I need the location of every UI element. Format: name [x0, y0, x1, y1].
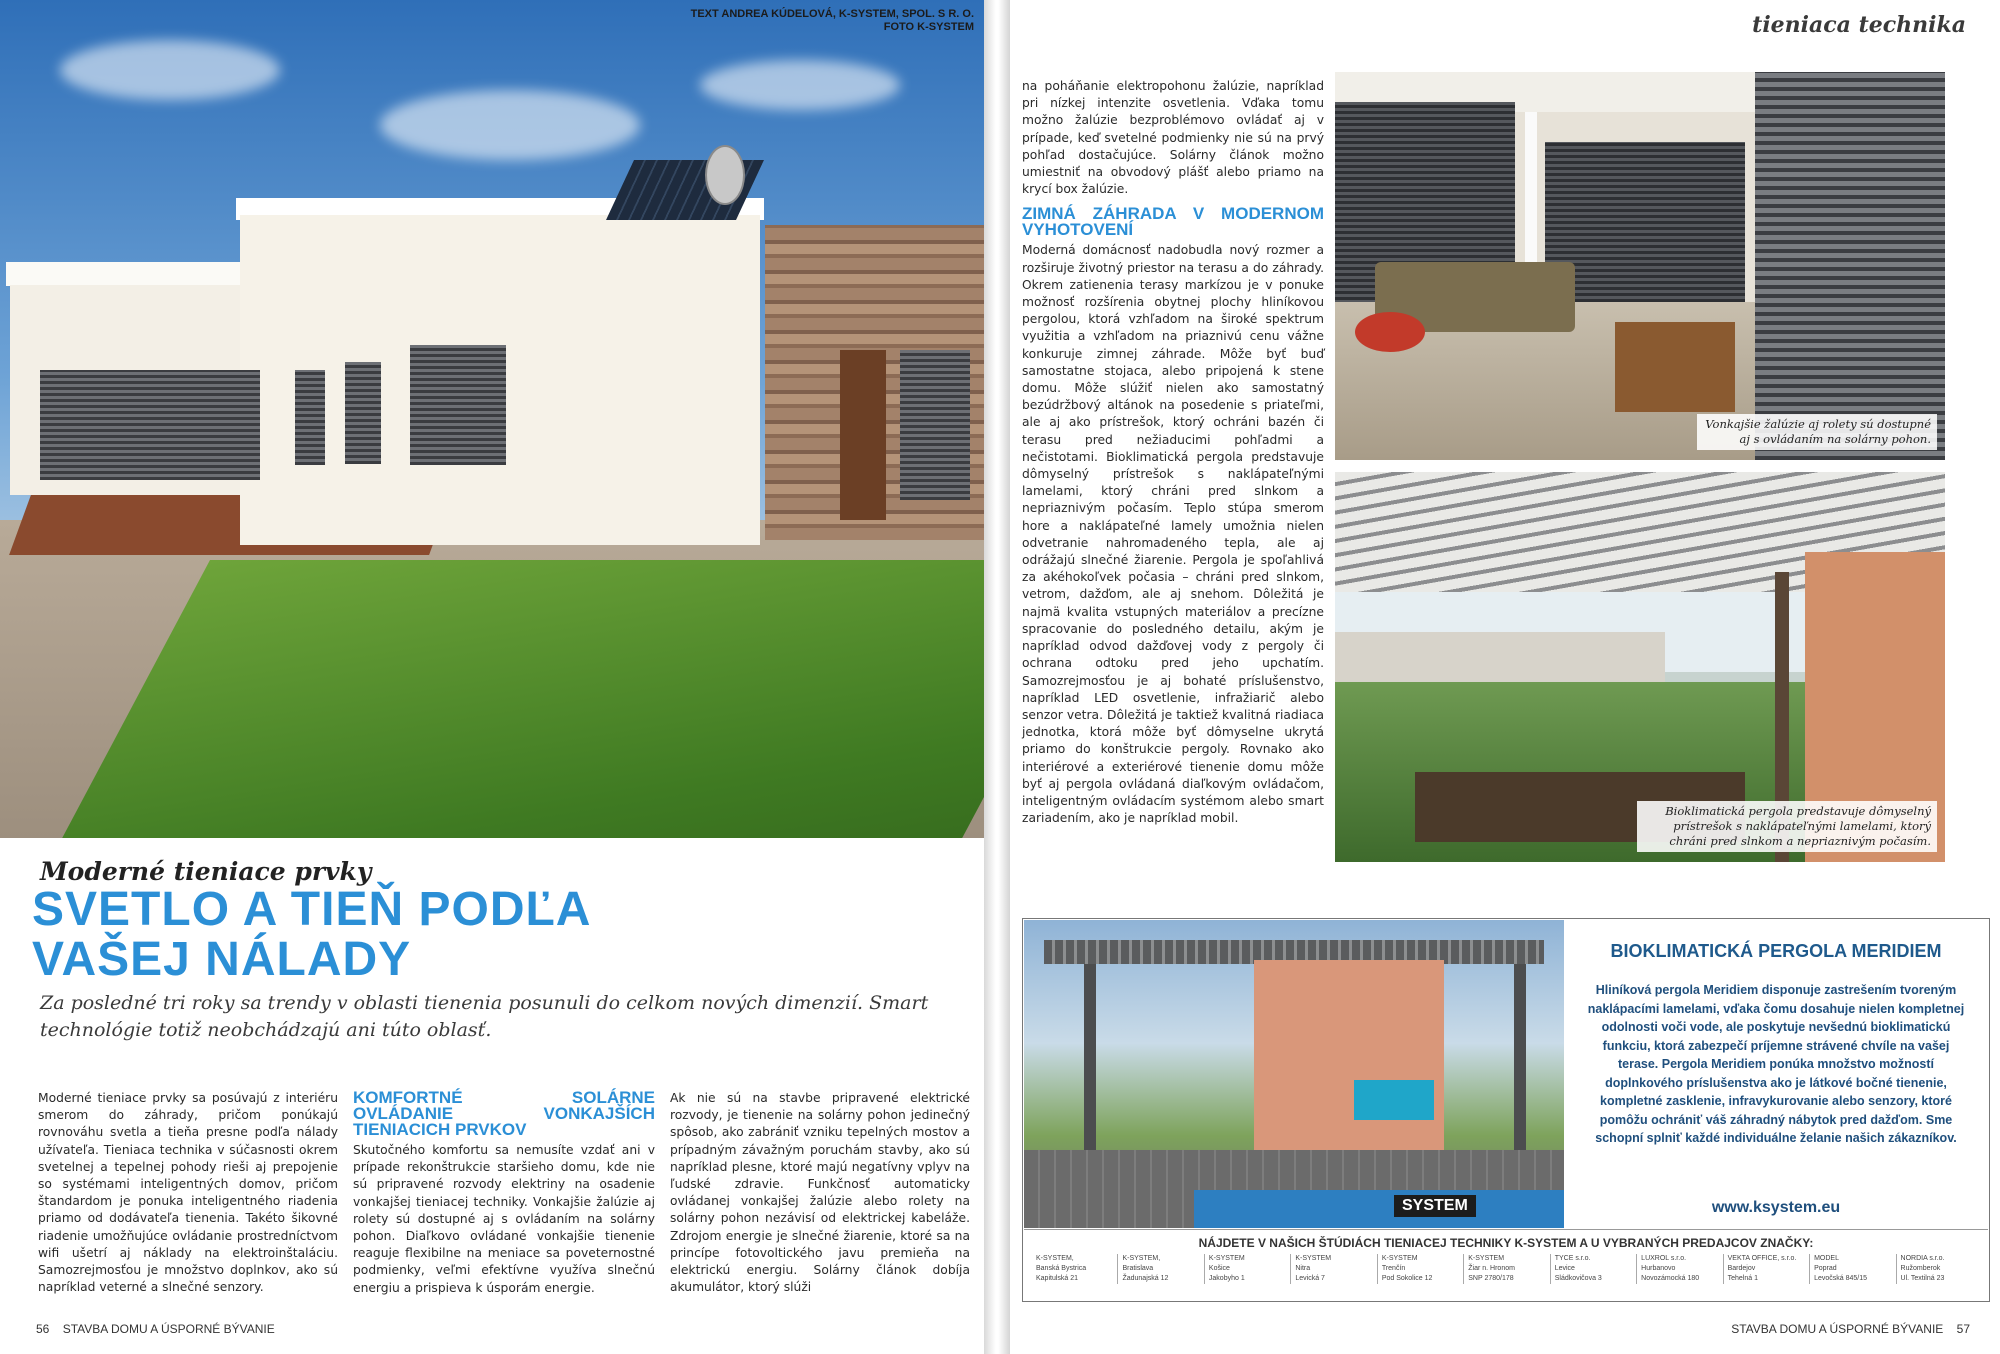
ad-url-link[interactable]: www.ksystem.eu: [1711, 1199, 1841, 1216]
dealer-item: [1204, 1254, 1290, 1284]
dealer-street: Levická 7: [1295, 1275, 1325, 1282]
dealer-item: [1809, 1254, 1895, 1284]
dealer-street: Žadunajská 12: [1122, 1275, 1169, 1282]
column-2: [353, 1090, 655, 1297]
right-column-heading: ZIMNÁ ZÁHRADA V MODERNOM VYHOTOVENÍ: [1022, 204, 1324, 240]
credit-block: [691, 8, 974, 34]
spine-gutter: [984, 0, 1010, 1354]
right-page: [1010, 0, 2000, 1354]
page-number-left: 56: [36, 1322, 50, 1336]
dealer-name: K-SYSTEM: [1468, 1255, 1505, 1262]
advertisement-box: [1022, 918, 1990, 1302]
dealer-item: [1463, 1254, 1549, 1284]
dealer-street: Jakobyho 1: [1208, 1275, 1245, 1282]
dealer-name: K-SYSTEM,: [1036, 1255, 1074, 1262]
dealer-name: K-SYSTEM,: [1122, 1255, 1161, 1262]
page-number-right: 57: [1956, 1322, 1970, 1336]
right-column-body: Moderná domácnosť nadobudla nový rozmer a rozširuje životný priestor na terasu a do záhrady. Okrem zatienenia terasy markízou je v ponuke možnosť rozšírenia obytnej plochy hliníkovou pergolou, ktorá vzhľadom na široké spektrum využitia a vzhľadom na priaznivú cenu vážne konkuruje zimnej záhrade. Môže byť buď samostatne stojaca, alebo pripojená k stene domu. Môže slúžiť nielen ako samostatný bezúdržbový altánok na posedenie s priateľmi, ale aj ako prístrešok, ktorý ochráni bazén či terasu pred nežiaducimi pohľadmi a nečistotami. Bioklimatická pergola predstavuje dômyselný prístrešok s naklápateľnými lamelami, ktorý chráni pred slnkom a nepriaznivým počasím. Teplo stúpa smerom hore a naklápateľné lamely umožnia nielen odvetranie nahromadeného tepla, ale aj odrážajú slnečné žiarenie. Pergola je spoľahlivá za akéhokoľvek počasia – chráni pred slnkom, vetrom, dažďom, ale aj snehom. Dôležitá je najmä kvalita vstupných materiálov a precízne spracovanie do posledného detailu, akým je napríklad odvod dažďovej vody z pergoly či ochrana odtoku pred jeho upchatím. Samozrejmosťou je aj bohaté príslušenstvo, napríklad LED osvetlenie, infražiarič alebo senzor vetra. Dôležitá je taktiež kvalitná riadiaca jednotka, ktorá môže byť dômyselne ukrytá priamo do konštrukcie pergoly. Rovnako ako interiérové a exteriérové tienenie domu môže byť aj pergola ovládaná diaľkovým ovládačom, inteligentným ovládacím systémom alebo smart zariadením, ako je napríklad mobil.: [1022, 243, 1324, 826]
dealer-name: MODEL: [1814, 1255, 1839, 1262]
dealer-item: [1032, 1254, 1117, 1284]
dealer-name: TYCE s.r.o.: [1554, 1255, 1591, 1262]
dealer-name: K-SYSTEM: [1381, 1255, 1418, 1262]
dealer-name: K-SYSTEM: [1208, 1255, 1245, 1262]
dealer-name: NORDIA s.r.o.: [1900, 1255, 1945, 1262]
k-system-logo: SYSTEM: [1394, 1195, 1476, 1217]
dealer-name: K-SYSTEM: [1295, 1255, 1332, 1262]
terrace-blinds-photo: [1335, 72, 1945, 460]
magazine-title-right: STAVBA DOMU A ÚSPORNÉ BÝVANIE: [1731, 1322, 1944, 1336]
dealer-name: LUXROL s.r.o.: [1641, 1255, 1687, 1262]
lead-paragraph: Za posledné tri roky sa trendy v oblasti tienenia posunuli do celkom nových dimenzií. Smart technológie totiž neobchádzajú ani túto oblasť.: [40, 992, 929, 1041]
caption-1: Vonkajšie žalúzie aj rolety sú dostupné aj s ovládaním na solárny pohon.: [1697, 414, 1937, 450]
dealer-city: Levice: [1554, 1265, 1575, 1272]
kicker: Moderné tieniace prvky: [40, 857, 372, 886]
ad-text: Hliníková pergola Meridiem disponuje zastrešením tvoreným naklápacími lamelami, vďaka čomu dosahuje nielen kompletnej odolnosti voči vode, ale poskytuje nevšednú bioklimatickú funkciu, ktorá zabezpečí príjemne strávené chvíle na vašej terase. Pergola Meridiem ponúka množstvo možností doplnkového príslušenstva ako je látkové bočné tienenie, kompletné zasklenie, infravykurovanie alebo senzory, ktoré pomôžu ochrániť váš záhradný nábytok pred dažďom. Sme schopní splniť každé individuálne želanie našich zákazníkov.: [1587, 983, 1965, 1145]
caption-2: Bioklimatická pergola predstavuje dômyselný prístrešok s naklápateľnými lamelami, ktorý chráni pred slnkom a nepriaznivým počasím.: [1637, 801, 1937, 852]
dealer-city: Trenčín: [1381, 1265, 1406, 1272]
magazine-title-left: STAVBA DOMU A ÚSPORNÉ BÝVANIE: [62, 1322, 275, 1336]
dealer-street: Levočská 845/15: [1814, 1275, 1868, 1282]
dealer-street: Sládkovičova 3: [1554, 1275, 1602, 1282]
dealers-bar: [1024, 1229, 1988, 1301]
column-3-text: Ak nie sú na stavbe pripravené elektrické rozvody, je tienenie na solárny pohon jedinečný spôsob, ako zabrániť vzniku tepelných mostov a prípadným závažným poruchám stavby, ako sú napríklad plesne, ktoré majú negatívny vplyv na ľudské zdravie. Funkčnosť automaticky ovládanej vonkajšej žalúzie alebo rolety na solárny pohon nezávisí od elektrickej kabeláže. Zdrojom energie je slnečné žiarenie, ktoré sa na princípe fotovoltického javu premieňa na elektrickú energiu. Solárny článok dobíja akumulátor, ktorý slúži: [670, 1091, 970, 1295]
dealer-item: [1290, 1254, 1376, 1284]
headline: [32, 885, 952, 985]
dealer-street: Ul. Textilná 23: [1900, 1275, 1945, 1282]
dealers-title: NÁJDETE V NAŠICH ŠTÚDIÁCH TIENIACEJ TECHNIKY K-SYSTEM A U VYBRANÝCH PREDAJCOV ZNAČKY:: [1198, 1236, 1814, 1250]
column-2-text: Skutočného komfortu sa nemusíte vzdať ani v prípade rekonštrukcie staršieho domu, kde nie sú pripravené rozvody elektriny na osadenie vonkajšej tieniacej techniky. Vonkajšie žalúzie aj rolety sú dostupné aj s ovládaním na solárny pohon. Diaľkovo ovládané vonkajšie tienenie reaguje flexibilne na meniace sa poveternostné podmienky, veľmi efektívne využíva slnečnú energiu a prispieva k úsporám energie.: [353, 1143, 655, 1295]
dealer-city: Poprad: [1814, 1265, 1837, 1272]
ad-title: BIOKLIMATICKÁ PERGOLA MERIDIEM: [1610, 941, 1942, 961]
dealer-city: Bardejov: [1727, 1265, 1756, 1272]
dealer-street: Kapitulská 21: [1036, 1275, 1079, 1282]
right-column-intro: na poháňanie elektropohonu žalúzie, napríklad pri nízkej intenzite osvetlenia. Vďaka tomu možno žalúzie bezproblémovo ovládať aj v prípade, keď svetelné podmienky nie sú na prvý pohľad dostačujúce. Solárny článok možno umiestniť na obvodový plášť alebo priamo na krycí box žalúzie.: [1022, 79, 1324, 197]
right-column: [1022, 78, 1324, 827]
dealer-city: Bratislava: [1122, 1265, 1154, 1272]
dealer-city: Banská Bystrica: [1036, 1265, 1087, 1272]
section-tag: tieniaca technika: [1752, 12, 1966, 38]
column-2-heading: KOMFORTNÉ SOLÁRNE OVLÁDANIE VONKAJŠÍCH TIENIACICH PRVKOV: [353, 1088, 655, 1139]
column-3: [670, 1090, 970, 1296]
folio-right: [1721, 1322, 1970, 1336]
meridiem-pergola-photo: [1024, 920, 1564, 1228]
dealer-item: [1117, 1254, 1203, 1284]
dealer-item: [1636, 1254, 1722, 1284]
dealer-city: Nitra: [1295, 1265, 1311, 1272]
dealer-item: [1723, 1254, 1809, 1284]
folio-left: [36, 1322, 285, 1336]
dealer-item: [1550, 1254, 1636, 1284]
headline-line-2: VAŠEJ NÁLADY: [32, 933, 412, 986]
dealer-street: Novozámocká 180: [1641, 1275, 1700, 1282]
text-credit: TEXT ANDREA KÚDELOVÁ, K-SYSTEM, SPOL. S R. O.: [690, 8, 974, 20]
dealer-item: [1377, 1254, 1463, 1284]
column-1: [38, 1090, 338, 1296]
dealer-city: Košice: [1208, 1265, 1230, 1272]
dealer-street: Pod Sokolice 12: [1381, 1275, 1433, 1282]
pergola-photo: [1335, 472, 1945, 862]
dealer-city: Ružomberok: [1900, 1265, 1941, 1272]
photo-credit: FOTO K-SYSTEM: [883, 21, 974, 33]
dealer-name: VEKTA OFFICE, s.r.o.: [1727, 1255, 1797, 1262]
dealer-city: Žiar n. Hronom: [1468, 1265, 1515, 1272]
dealers-list: [1032, 1254, 1982, 1284]
dealer-item: [1896, 1254, 1982, 1284]
dealer-city: Hurbanovo: [1641, 1265, 1676, 1272]
column-1-text: Moderné tieniace prvky sa posúvajú z interiéru smerom do záhrady, pričom ponúkajú rovnováhu svetla a tieňa presne podľa nálady užívateľa. Tieniaca technika v súčasnosti okrem svetelnej a tepelnej pohody rieši aj prepojenie so systémami inteligentných domov, pričom štandardom je ponuka inteligentného riadenia priamo od dodávateľa tienenia. Takéto šikovné riadenie umožňujúce ovládanie prostredníctvom wifi ušetrí aj náklady na elektroinštaláciu. Samozrejmosťou je množstvo doplnkov, ako sú napríklad veterné a slnečné senzory.: [38, 1091, 338, 1295]
dealer-street: SNP 2780/178: [1468, 1275, 1514, 1282]
dealer-street: Tehelná 1: [1727, 1275, 1758, 1282]
house-photo: [0, 0, 984, 838]
left-page: [0, 0, 984, 1354]
headline-line-1: SVETLO A TIEŇ PODĽA: [32, 883, 592, 936]
